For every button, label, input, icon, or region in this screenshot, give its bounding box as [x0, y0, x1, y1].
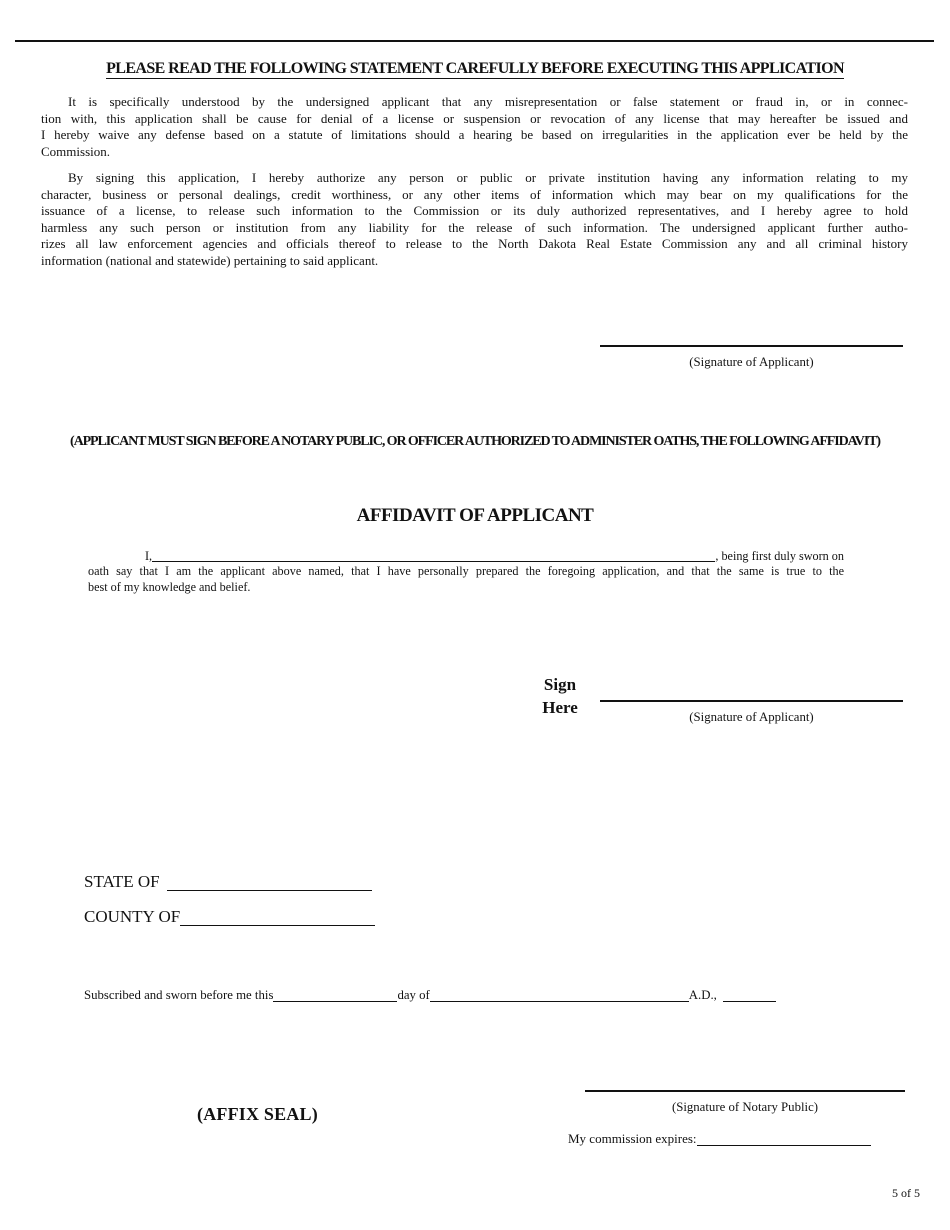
affidavit-paragraph [88, 549, 844, 595]
paragraph-line: issuance of a license, to release such information to the Commission or its duly authorized representatives, and I hereby agree to hold [41, 203, 908, 219]
page-number: 5 of 5 [892, 1186, 920, 1200]
venue-section [84, 872, 375, 942]
statement-paragraph-2 [41, 170, 908, 270]
notary-signature-label: (Signature of Notary Public) [671, 1100, 819, 1114]
sign-here-callout [531, 673, 589, 719]
paragraph-line: By signing this application, I hereby authorize any person or public or private institution having any information relating to my [68, 170, 908, 185]
year-field[interactable] [723, 1001, 776, 1002]
paragraph-line: character, business or personal dealings, credit worthiness, or any other items of information which may bear on my qualifications for the [41, 186, 908, 202]
notary-signature-block [585, 1075, 905, 1115]
applicant-signature-block-2 [600, 685, 903, 725]
day-field[interactable] [273, 1001, 397, 1002]
statement-paragraph-1 [41, 94, 908, 160]
paragraph-line: I hereby waive any defense based on a statute of limitations should a hearing be based on irregularities in the application ever be held by the [41, 127, 908, 143]
affidavit-line-1 [88, 549, 844, 564]
state-of-label: STATE OF [84, 872, 160, 891]
commission-expiry-row [568, 1131, 871, 1147]
paragraph-line: tion with, this application shall be cause for denial of a license or suspension or revocation of any license that may hereafter be issued and [41, 110, 908, 126]
sign-here-word-2: Here [542, 698, 578, 717]
state-field[interactable] [167, 890, 372, 891]
affidavit-line1-suffix: , being first duly sworn on [715, 549, 844, 563]
commission-expiry-field[interactable] [697, 1145, 871, 1146]
paragraph-line: It is specifically understood by the undersigned applicant that any misrepresentation or false statement or fraud in, or in connec- [68, 94, 908, 109]
county-of-label: COUNTY OF [84, 907, 181, 926]
applicant-signature-label: (Signature of Applicant) [689, 355, 814, 369]
statement-heading-text: PLEASE READ THE FOLLOWING STATEMENT CAREFULLY BEFORE EXECUTING THIS APPLICATION [106, 60, 844, 77]
notary-instruction-text: (APPLICANT MUST SIGN BEFORE A NOTARY PUBLIC, OR OFFICER AUTHORIZED TO ADMINISTER OATHS, THE FOLLOWING AFFIDAVIT) [70, 434, 880, 449]
applicant-name-field[interactable] [152, 549, 715, 562]
jurat-line [84, 988, 776, 1003]
affidavit-heading: AFFIDAVIT OF APPLICANT [356, 505, 594, 526]
sign-here-word-1: Sign [543, 675, 577, 694]
jurat-lead-text: Subscribed and sworn before me this [84, 988, 274, 1002]
applicant-sworn-signature-field[interactable] [600, 685, 903, 702]
statement-heading [0, 60, 950, 78]
applicant-signature-block-1 [600, 330, 903, 370]
applicant-signature-field[interactable] [600, 330, 903, 347]
month-field[interactable] [430, 1001, 689, 1002]
affidavit-i-label: I, [145, 549, 153, 563]
state-of-row [84, 872, 375, 894]
affidavit-line-3: best of my knowledge and belief. [88, 579, 251, 594]
affidavit-line-2: oath say that I am the applicant above named, that I have personally prepared the foregoing application, and that the same is true to the [88, 564, 844, 579]
notary-signature-field[interactable] [585, 1075, 905, 1092]
day-of-label: day of [397, 988, 430, 1002]
paragraph-line: Commission. [41, 143, 110, 159]
commission-expiry-label: My commission expires: [568, 1131, 697, 1146]
applicant-sworn-signature-label: (Signature of Applicant) [689, 710, 814, 724]
paragraph-line: rizes all law enforcement agencies and officials thereof to release to the North Dakota Real Estate Commission any and all criminal history [41, 236, 908, 252]
county-of-row [84, 907, 375, 929]
paragraph-line: harmless any such person or institution from any liability for the release of such information. The undersigned applicant further autho- [41, 219, 908, 235]
affix-seal-label: (AFFIX SEAL) [197, 1104, 318, 1124]
top-divider [15, 40, 934, 42]
paragraph-line: information (national and statewide) pertaining to said applicant. [41, 252, 379, 268]
ad-label: A.D., [688, 988, 717, 1002]
county-field[interactable] [180, 925, 375, 926]
